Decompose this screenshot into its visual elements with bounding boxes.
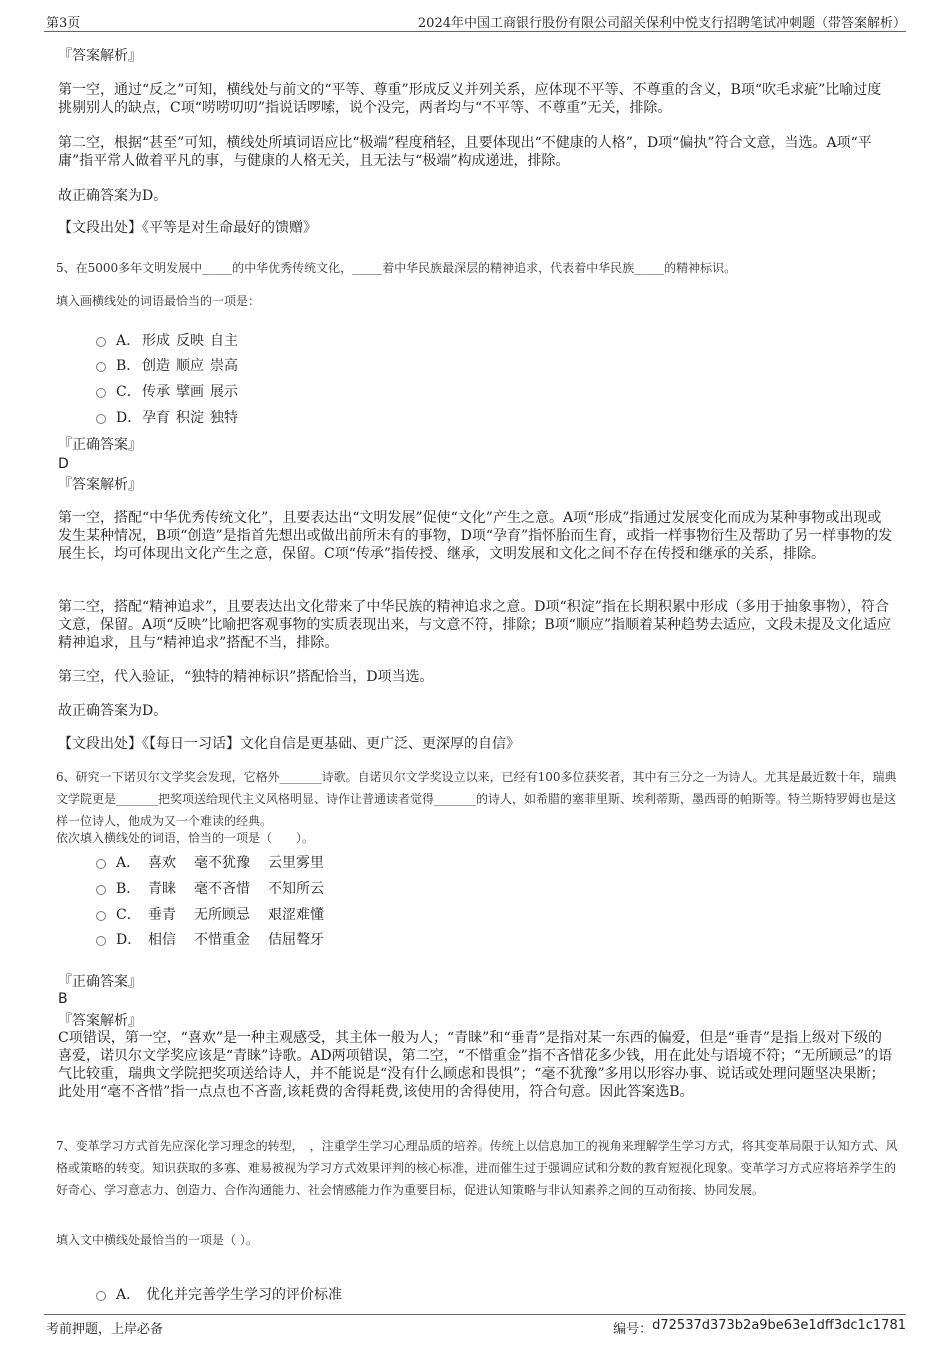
q5-analysis-p2: 第二空，搭配“精神追求”，且要表达出文化带来了中华民族的精神追求之意。D项“积淀”指在长期积累中形成（多用于抽象事物），符合文意，保留。A项“反映”比喻把客观事物的实质表现出来，与文意不符，排除；B项“顺应”指顺着某种趋势去适应，文段未提及文化适应精神追求，且与“精神追求”搭配不当，排除。 <box>58 599 892 651</box>
q5-analysis-p1: 第一空，搭配“中华优秀传统文化”，且要表达出“文明发展”促使“文化”产生之意。A项“形成”指通过发展变化而成为某种事物或出现或发生某种情况，B项“创造”是指首先想出或做出前所未有的事物，D项“孕育”指怀胎而生育，或指一样事物衍生及帮助了另一样事物的发展生长，均可体现出文化产生之意，保留。C项“传承”指传授、继承，文明发展和文化之间不存在传授和继承的关系，排除。 <box>58 510 893 562</box>
q5-option-a[interactable]: A． 形成 反映 自主 <box>96 330 244 350</box>
radio-icon[interactable] <box>96 1291 106 1301</box>
q4-conclusion: 故正确答案为D。 <box>58 188 168 204</box>
q6-answer: B <box>58 991 68 1007</box>
q5-analysis-p3: 第三空，代入验证，“独特的精神标识”搭配恰当，D项当选。 <box>58 669 434 685</box>
document-title: 2024年中国工商银行股份有限公司韶关保利中悦支行招聘笔试冲刺题（带答案解析） <box>417 16 906 31</box>
q5-option-d[interactable]: D． 孕育 积淀 独特 <box>96 407 244 427</box>
page-number: 第3页 <box>46 16 81 31</box>
q6-option-a[interactable]: A． 喜欢 毫不犹豫 云里雾里 <box>96 852 342 872</box>
q6-analysis-label: 『答案解析』 <box>58 1013 142 1029</box>
q6-stem: 6、研究一下诺贝尔文学奖会发现，它格外_______诗歌。自诺贝尔文学奖设立以来，已经有100多位获奖者，其中有三分之一为诗人。尤其是最近数十年，瑞典文学院更是_______把奖项送给现代主义风格明显、诗作让普通读者觉得_______的诗人，如希腊的塞菲里斯、埃利蒂斯，墨西哥的帕斯等。特兰斯特罗姆也是这样一位诗人，他成为又一个难读的经典。 <box>56 770 897 828</box>
q5-answer-label: 『正确答案』 <box>58 437 142 453</box>
q6-analysis: C项错误，第一空，“喜欢”是一种主观感受，其主体一般为人；“青睐”和“垂青”是指对某一东西的偏爱，但是“垂青”是指上级对下级的喜爱，诺贝尔文学奖应该是“青睐”诗歌。AD两项错误，第二空，“不惜重金”指不吝惜花多少钱，用在此处与语境不符；“无所顾忌”的语气比较重，瑞典文学院把奖项送给诗人，并不能说是“没有什么顾虑和畏惧”；“毫不犹豫”多用以形容办事、说话或处理问题坚决果断；此处用“毫不吝惜”指一点点也不吝啬,该耗费的舍得耗费,该使用的舍得使用，符合句意。因此答案选B。 <box>58 1030 893 1100</box>
q5-option-b[interactable]: B． 创造 顺应 崇高 <box>96 355 244 375</box>
footer-divider <box>44 1314 906 1315</box>
q5-conclusion: 故正确答案为D。 <box>58 703 168 719</box>
q6-answer-label: 『正确答案』 <box>58 974 142 990</box>
q4-source: 【文段出处】《平等是对生命最好的馈赠》 <box>58 220 317 236</box>
q6-option-b[interactable]: B． 青睐 毫不吝惜 不知所云 <box>96 878 342 898</box>
q5-analysis-label: 『答案解析』 <box>58 477 142 493</box>
q5-option-c[interactable]: C． 传承 擘画 展示 <box>96 381 244 401</box>
q5-answer: D <box>58 456 69 472</box>
radio-icon[interactable] <box>96 859 106 869</box>
radio-icon[interactable] <box>96 911 106 921</box>
q4-analysis-p2: 第二空，根据“甚至”可知，横线处所填词语应比“极端”程度稍轻，且要体现出“不健康的人格”，D项“偏执”符合文意，当选。A项“平庸”指平常人做着平凡的事，与健康的人格无关，且无法与“极端”构成递进，排除。 <box>58 135 872 169</box>
footer-code-value: d72537d373b2a9be63e1dff3dc1c1781 <box>652 1318 906 1333</box>
header-divider <box>44 31 906 32</box>
q7-prompt: 填入文中横线处最恰当的一项是（ ）。 <box>56 1233 258 1247</box>
radio-icon[interactable] <box>96 362 106 372</box>
q5-stem: 5、在5000多年文明发展中_____的中华优秀传统文化，_____着中华民族最深层的精神追求，代表着中华民族_____的精神标识。 <box>56 261 737 275</box>
radio-icon[interactable] <box>96 388 106 398</box>
radio-icon[interactable] <box>96 885 106 895</box>
q6-prompt: 依次填入横线处的词语，恰当的一项是（ ）。 <box>56 831 315 845</box>
q6-option-c[interactable]: C． 垂青 无所顾忌 艰涩难懂 <box>96 904 342 924</box>
q4-analysis-p1: 第一空，通过“反之”可知，横线处与前文的“平等、尊重”形成反义并列关系，应体现不平等、不尊重的含义，B项“吹毛求疵”比喻过度挑剔别人的缺点，C项“唠唠叨叨”指说话啰嗦，说个没完，两者均与“不平等、不尊重”无关，排除。 <box>58 82 882 116</box>
footer-slogan: 考前押题，上岸必备 <box>46 1322 164 1337</box>
footer-code <box>613 1318 906 1337</box>
q4-analysis-label: 『答案解析』 <box>58 48 142 64</box>
q6-option-d[interactable]: D． 相信 不惜重金 佶屈聱牙 <box>96 929 342 949</box>
q7-stem: 7、变革学习方式首先应深化学习理念的转型， ，注重学生学习心理品质的培养。传统上以信息加工的视角来理解学生学习方式，将其变革局限于认知方式、风格或策略的转变。知识获取的多寡、难易被视为学习方式效果评判的核心标准，进而催生过于强调应试和分数的教育短视化现象。变革学习方式应将培养学生的好奇心、学习意志力、创造力、合作沟通能力、社会情感能力作为重要目标，促进认知策略与非认知素养之间的互动衔接、协同发展。 <box>56 1139 898 1197</box>
radio-icon[interactable] <box>96 337 106 347</box>
q5-prompt: 填入画横线处的词语最恰当的一项是： <box>56 294 261 308</box>
footer-code-label: 编号： <box>613 1322 653 1337</box>
q7-option-a[interactable]: A． 优化并完善学生学习的评价标准 <box>96 1284 342 1304</box>
q5-source: 【文段出处】《【每日一习话】文化自信是更基础、更广泛、更深厚的自信》 <box>58 736 520 752</box>
radio-icon[interactable] <box>96 414 106 424</box>
radio-icon[interactable] <box>96 936 106 946</box>
